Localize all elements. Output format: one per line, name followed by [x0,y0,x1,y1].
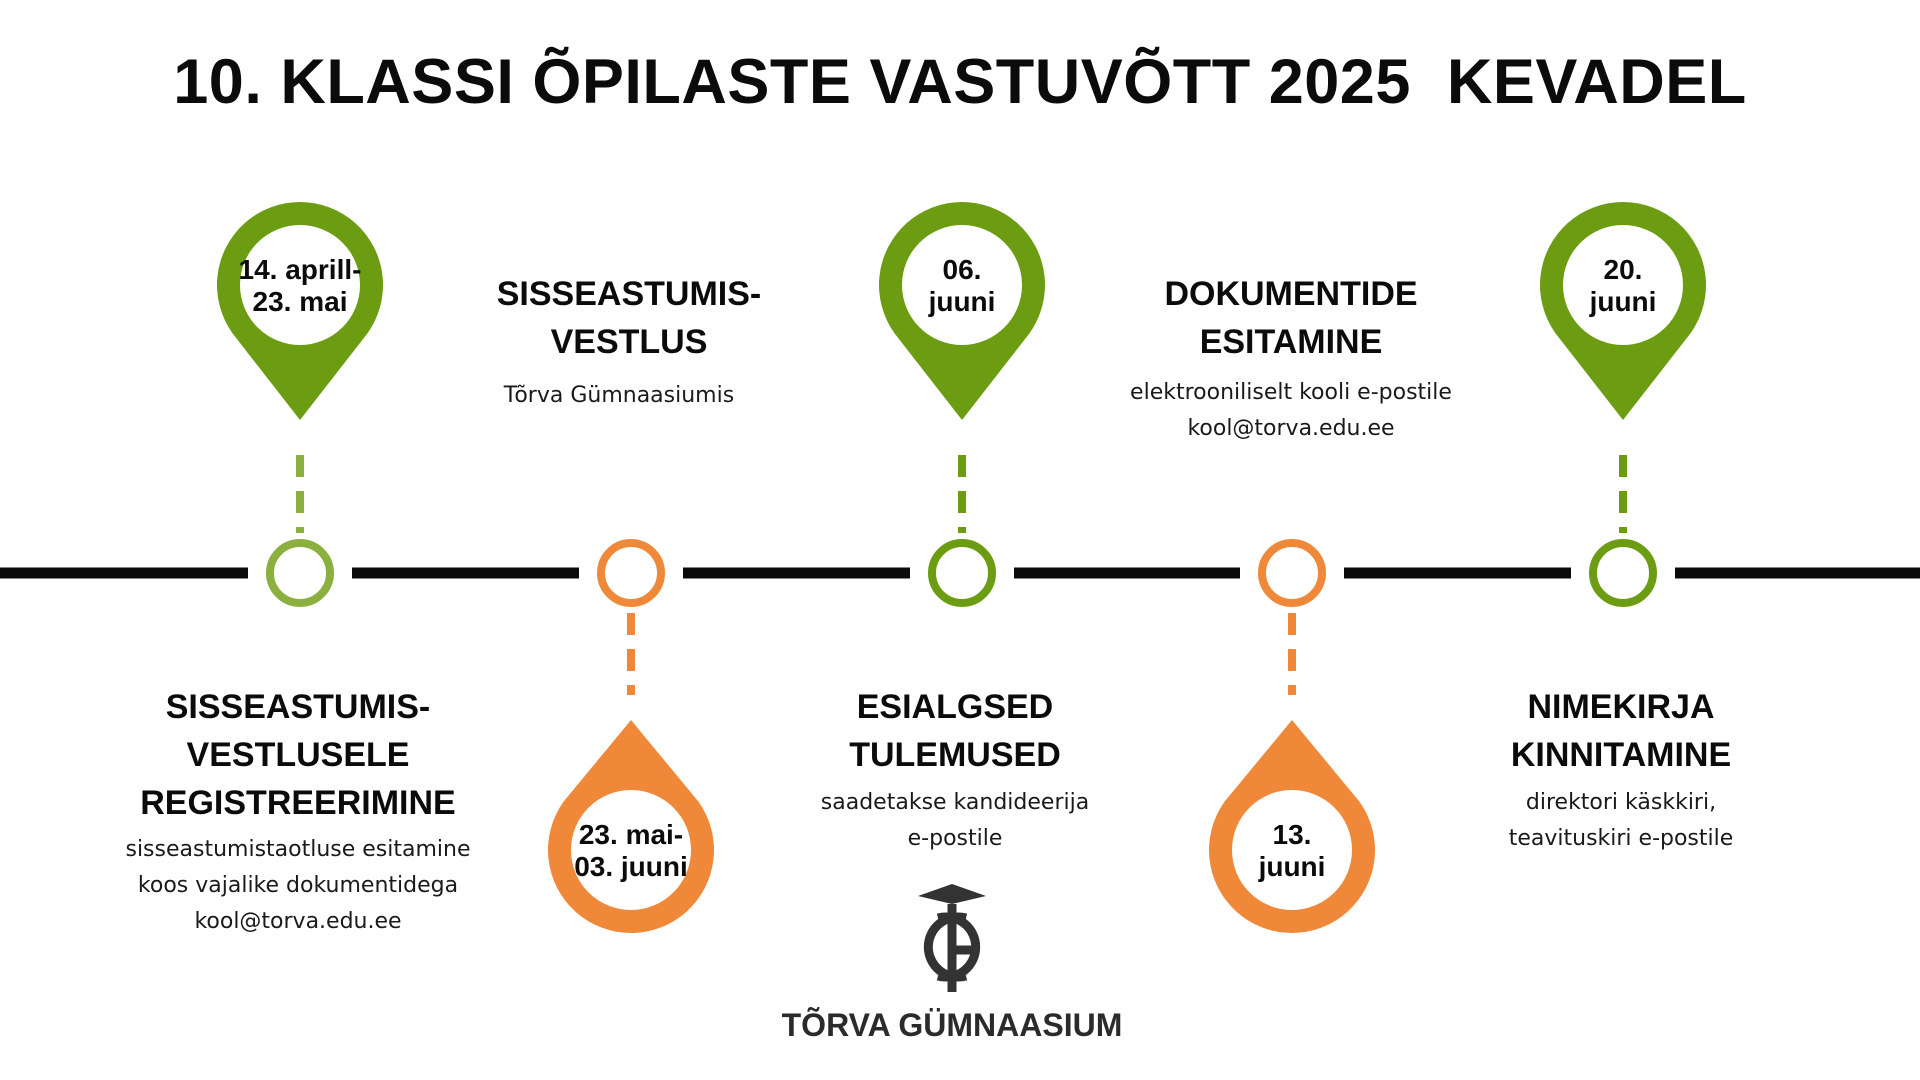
step-4-desc-line: kool@torva.edu.ee [1187,416,1395,441]
step-3-description [725,785,1185,857]
pin-date [239,254,362,317]
cap-icon [918,884,986,904]
page-title: 10. KLASSI ÕPILASTE VASTUVÕTT 2025 KEVADEL [173,47,1747,117]
timeline-line-layer [0,455,1920,695]
pin-date-line: juuni [928,286,996,317]
pin-date-line: 23. mai [252,286,348,317]
step-5-description [1391,785,1851,857]
logo-text: TÕRVA GÜMNAASIUM [781,1007,1123,1043]
pin-inner-circle [902,225,1022,345]
step-1-desc-line: kool@torva.edu.ee [194,909,402,934]
pin-date-line: juuni [1589,286,1657,317]
step-2-title-line: VESTLUS [550,323,708,361]
pin-date-line: 20. [1603,254,1643,285]
step-2-description [389,378,849,414]
step-5-title [1411,683,1831,779]
step-1-title-line: REGISTREERIMINE [140,784,456,822]
step-2-desc-line: Tõrva Gümnaasiumis [503,383,735,408]
step-4-title [1081,270,1501,366]
pin-date-line: 06. [942,254,982,285]
step-5-desc-line: direktori käskkiri, [1525,790,1717,815]
step-1-title [88,683,508,827]
pin-date [574,819,688,882]
timeline-node [1262,543,1322,603]
pin-date-line: 23. mai- [578,819,684,850]
step-3-title-line: TULEMUSED [849,736,1061,774]
step-1-title-line: SISSEASTUMIS- [165,688,431,726]
step-4-title-line: ESITAMINE [1199,323,1383,361]
pin-inner-circle [1563,225,1683,345]
timeline-node [932,543,992,603]
pin-date-line: 13. [1272,819,1312,850]
step-3-desc-line: e-postile [907,826,1003,851]
pin-inner-circle [1232,790,1352,910]
step-1-title-line: VESTLUSELE [186,736,410,774]
step-2-title-line: SISSEASTUMIS- [496,275,762,313]
step-1-description [68,832,528,940]
pin-date-line: 14. aprill- [238,254,362,285]
pin-date-line: juuni [1258,851,1326,882]
step-1-desc-line: koos vajalike dokumentidega [137,873,459,898]
school-logo [782,884,1123,1043]
step-4-description [1061,375,1521,447]
step-4-desc-line: elektrooniliselt kooli e-postile [1130,380,1452,405]
step-3-title-line: ESIALGSED [856,688,1054,726]
step-5-title-line: NIMEKIRJA [1527,688,1715,726]
pin-inner-circle [571,790,691,910]
timeline-node [1593,543,1653,603]
step-4-title-line: DOKUMENTIDE [1164,275,1418,313]
step-3-desc-line: saadetakse kandideerija [820,790,1090,815]
step-5-desc-line: teavituskiri e-postile [1508,826,1734,851]
step-3-title [745,683,1165,779]
step-5-title-line: KINNITAMINE [1510,736,1732,774]
pin-date-line: 03. juuni [574,851,688,882]
timeline-node [601,543,661,603]
step-2-title [419,270,839,366]
timeline-node [270,543,330,603]
logo-letter-g [938,917,978,977]
step-1-desc-line: sisseastumistaotluse esitamine [125,837,471,862]
pin-inner-circle [240,225,360,345]
